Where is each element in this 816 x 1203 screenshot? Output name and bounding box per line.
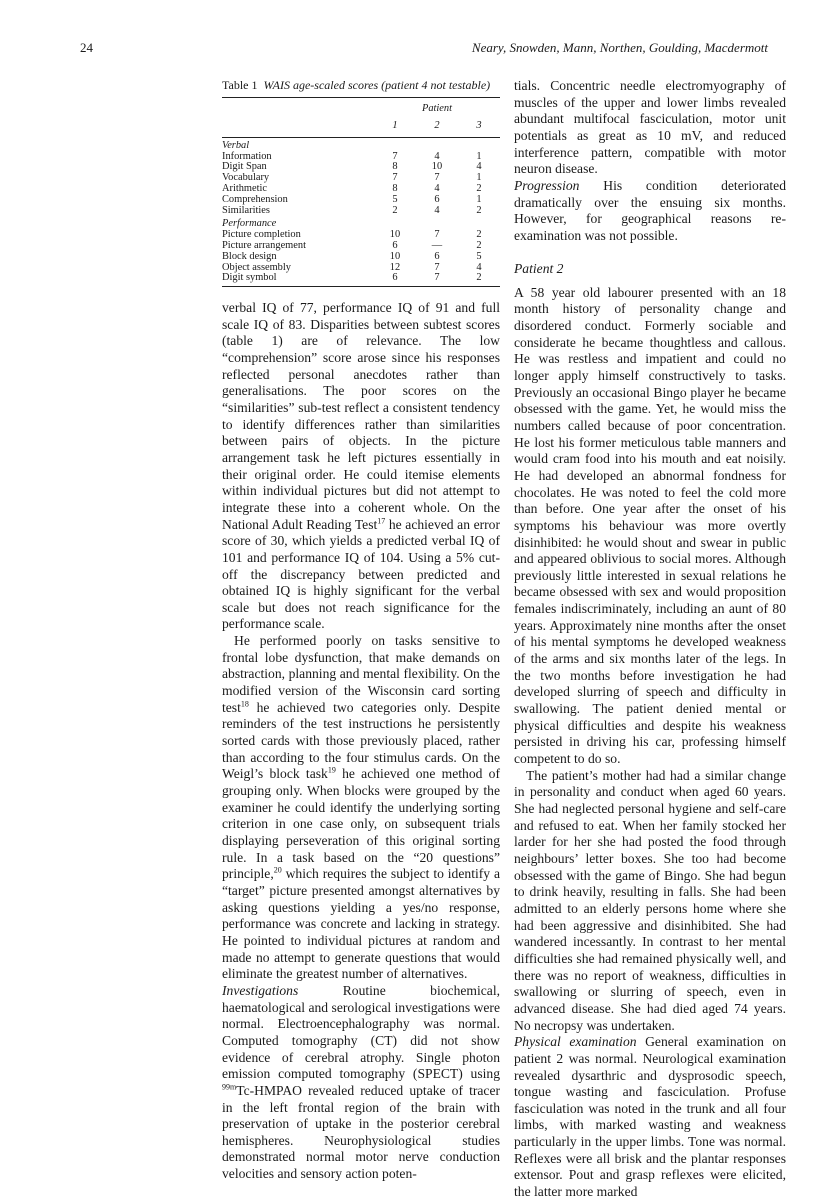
right-column-top: [514, 78, 786, 245]
table-cell: 10: [389, 229, 401, 241]
table-row: [222, 252, 500, 263]
wais-table-block: [222, 78, 500, 287]
table-row-label: Vocabulary: [222, 172, 270, 184]
page-number: 24: [80, 40, 93, 55]
paragraph: A 58 year old labourer presented with an 18 month history of personality change and disordered conduct. Formerly sociable and considerate he became thoughtless and callous. He was restless and impatient and could no longer apply himself constructively to tasks. Previously an occasional Bingo player he became obsessed with the game. Yet, he would miss the numbers called because of poor concentration. He lost his former meticulous table manners and would cram food into his mouth and eat noisily. He had developed an abnormal fondness for chocolates. He was noted to feel the cold more than before. One year after the onset of his symptoms his behaviour was more overtly disinhibited: he would shout and swear in public and appeared oblivious to social mores. Although previously little interested in sexual relations he became obsessed with sex and would proposition females indiscriminately, including an aunt of 80 years. Approximately nine months after the onset of his mental symptoms he developed weakness of the arms and six months later of the legs. In the two months before investigation he had developed slurring of speech and difficulty in swallowing. The patient denied mental or physical difficulties and despite his weakness persisted in driving his car, professing himself competent to do so.: [514, 284, 786, 767]
table-row-label: Information: [222, 150, 272, 162]
reference-marker: 18: [240, 699, 249, 709]
table-cell: 2: [476, 239, 482, 251]
table-cell: 2: [476, 182, 482, 194]
table-cell: 4: [434, 150, 440, 162]
table-row-label: Digit symbol: [222, 273, 374, 286]
table-cell: 4: [434, 182, 440, 194]
table-row: [222, 206, 500, 217]
table-cell: 10: [431, 161, 443, 173]
reference-marker: 19: [327, 765, 336, 775]
table-cell: 12: [389, 261, 401, 273]
running-header-authors: Neary, Snowden, Mann, Northen, Goulding, Macdermott: [471, 40, 768, 55]
paragraph: verbal IQ of 77, performance IQ of 91 and full scale IQ of 83. Disparities between subtest scores (table 1) are of relevance. The low “comprehension” score arose since his responses reflected personal anecdotes rather than generalisations. The poor scores on the “similarities” sub-test reflect a consistent tendency to identify differences rather than similarities between pairs of objects. In the picture arrangement task he left pictures essentially in their original order. He could itemise elements within individual pictures but did not attempt to integrate these into a coherent whole. On the National Adult Reading Test$^{17}$ he achieved an error score of 30, which yields a predicted verbal IQ of 101 and performance IQ of 104. Using a 5% cut-off the discrepancy between predicted and obtained IQ is highly significant for the verbal scale but does not reach significance for the performance scale.: [222, 300, 501, 632]
reference-marker: 17: [377, 516, 386, 525]
table-cell: 8: [392, 182, 398, 194]
section-heading: Patient 2: [514, 261, 564, 276]
right-column-bottom: [514, 261, 786, 1201]
table-row-label: Comprehension: [222, 193, 288, 205]
table-cell: 1: [476, 193, 482, 205]
paragraph: The patient’s mother had had a similar change in personality and conduct when aged 60 years. She had neglected personal hygiene and self-care and refused to eat. When her family stocked her larder for her she had posted the food through neighbours’ letter boxes. She too had become obsessed with the game of Bingo. She had begun to drink heavily, resulting in falls. She had been admitted to an elderly persons home where she had been aggressive and disinhibited. She had wandered incessantly. In contrast to her mental difficulties she had remained physically well, and there was no report of weakness, difficulties in swallowing or slurring of speech, even in advanced disease. She had died aged 74 years. No necropsy was undertaken.: [514, 767, 786, 1033]
table-cell: —: [431, 239, 443, 251]
table-row: [222, 195, 500, 206]
left-column: [222, 300, 500, 1183]
table-row-label: Picture completion: [222, 229, 301, 241]
paragraph: He performed poorly on tasks sensitive to frontal lobe dysfunction, that make demands on abstraction, planning and mental flexibility. On the modified version of the Wisconsin card sorting test$^{18}$ he achieved two categories only. Despite reminders of the test instructions he persistently sorted cards with those previously placed, rather than according to the four stimulus cards. On the Weigl’s block task$^{19}$ he achieved one method of grouping only. When blocks were grouped by the examiner he could identify the underlying sorting criterion in one case only, on subsequent trials displaying perseveration of this original sorting rule. In a task based on the “20 questions” principle,$^{20}$ which requires the subject to identify a “target” picture presented amongst alternatives by asking questions yielding a yes/no response, performance was concrete and lacking in strategy. He pointed to individual pictures at random and made no attempt to generate questions that would eliminate the greatest number of alternatives.: [222, 633, 500, 982]
table-label: Table 1: [222, 78, 258, 92]
table-group-header: Patient: [374, 98, 500, 117]
table-cell: 10: [389, 250, 401, 262]
table-cell: 4: [434, 204, 440, 216]
paragraph: Investigations Routine biochemical, haematological and serological investigations were normal. Electroencephalography was normal. Computed tomography (CT) did not show evidence of cerebral atrophy. Single photon emission computed tomography (SPECT) using $^{99m}$Tc-HMPAO revealed reduced uptake of tracer in the left frontal region of the brain with preservation of uptake in the posterior cerebral hemispheres. Neurophysiological studies demonstrated normal motor nerve conduction velocities and sensory action poten-: [222, 982, 500, 1182]
table-section-row: [222, 216, 500, 230]
table-cell: 6: [434, 250, 440, 262]
table-section-label: Performance: [222, 218, 277, 230]
table-row-label: Picture arrangement: [222, 239, 306, 251]
column-header: 3: [458, 116, 500, 137]
table-row-label: Block design: [222, 250, 277, 262]
table-row-label: Arithmetic: [222, 182, 268, 194]
table-section-row: [222, 137, 500, 151]
table-cell: 2: [476, 204, 482, 216]
run-in-heading: Progression: [514, 177, 580, 193]
table-cell: 1: [476, 172, 482, 184]
table-cell: 7: [416, 273, 458, 286]
table-cell: 2: [476, 229, 482, 241]
table-cell: 6: [392, 239, 398, 251]
paragraph: tials. Concentric needle electromyography of muscles of the upper and lower limbs revealed abundant multifocal fasciculation, motor unit potentials as great as 10 mV, and reduced interference pattern, compatible with motor neuron disease.: [514, 78, 786, 177]
table-cell: 7: [392, 172, 398, 184]
table-cell: 7: [434, 172, 440, 184]
run-in-heading: Investigations: [222, 982, 299, 998]
table-body: [222, 137, 500, 286]
table-row-label: Digit Span: [222, 161, 267, 173]
wais-scores-table: [222, 97, 500, 287]
table-cell: 6: [434, 193, 440, 205]
run-in-heading: Physical examination: [514, 1034, 637, 1050]
table-row-label: Similarities: [222, 204, 270, 216]
paragraph: Physical examination General examination on patient 2 was normal. Neurological examination revealed dysarthric and dysprosodic speech, tongue wasting and fasciculation. Profuse fasciculation was noted in the trunk and all four limbs, with marked wasting and weakness particularly in the upper limbs. Tone was normal. Reflexes were all brisk and the plantar responses extensor. Pout and grasp reflexes were elicited, the latter more marked: [514, 1034, 787, 1200]
table-cell: 7: [434, 229, 440, 241]
table-caption-text: WAIS age-scaled scores (patient 4 not testable): [263, 78, 491, 92]
table-cell: 1: [476, 150, 482, 162]
table-cell: 4: [476, 261, 482, 273]
table-caption: [222, 78, 500, 92]
table-cell: 7: [434, 261, 440, 273]
table-cell: 2: [458, 273, 500, 286]
table-cell: 6: [374, 273, 416, 286]
table-cell: 5: [392, 193, 398, 205]
column-header: 1: [374, 116, 416, 137]
table-section-label: Verbal: [222, 139, 250, 151]
paragraph: Progression His condition deteriorated dramatically over the ensuing six months. However, for geographical reasons re-examination was not possible.: [514, 177, 786, 243]
table-row: [222, 273, 500, 286]
column-header: 2: [416, 116, 458, 137]
table-cell: 8: [392, 161, 398, 173]
table-cell: 7: [392, 150, 398, 162]
table-cell: 4: [476, 161, 482, 173]
table-cell: 5: [476, 250, 482, 262]
table-cell: 2: [392, 204, 398, 216]
reference-marker: 20: [273, 865, 282, 875]
table-row-label: Object assembly: [222, 261, 291, 273]
